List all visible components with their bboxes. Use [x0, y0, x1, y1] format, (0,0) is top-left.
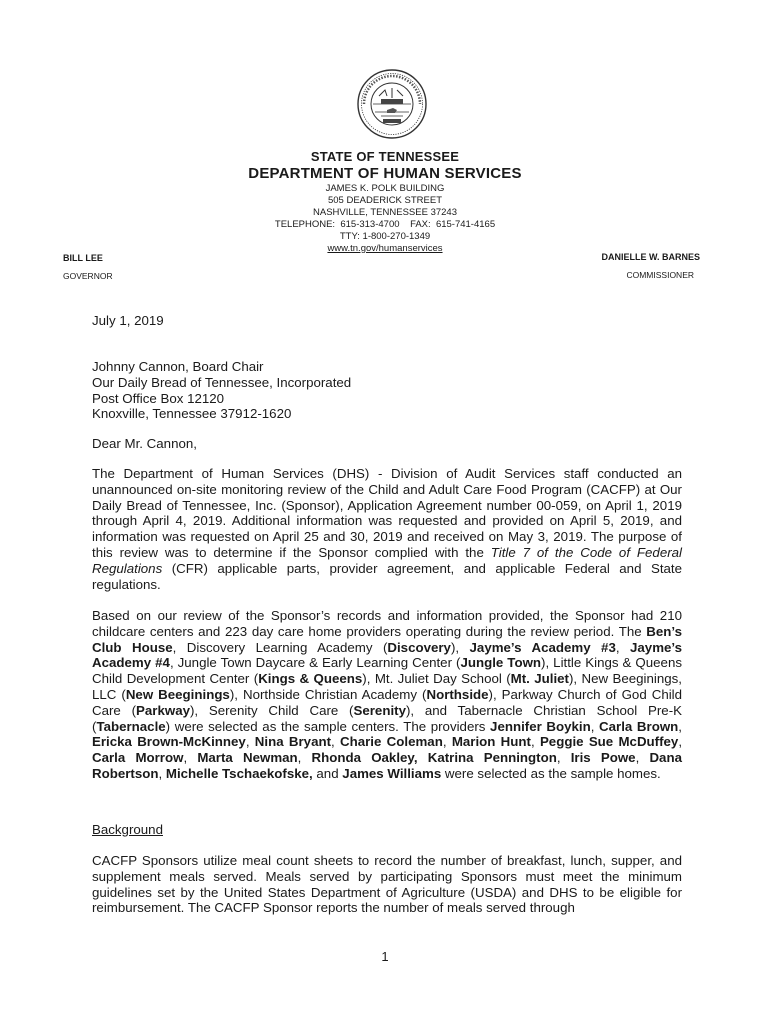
text-run [418, 750, 428, 765]
bold-text-run: Marion Hunt [451, 734, 531, 750]
bold-text-run: Parkway [136, 702, 190, 718]
text-run: , [442, 734, 452, 750]
bold-text-run: Rhonda Oakley, [311, 750, 418, 766]
paragraph-background: CACFP Sponsors utilize meal count sheets to record the number of breakfast, lunch, supper, and supplement meals served. Meals served by participating Sponsors must meet the minimum guidelines set by the United States Department of Agriculture (USDA) and DHS to be eligible for reimbursement. The CACFP Sponsor reports the number of meals served through [92, 853, 682, 916]
text-run: , [183, 750, 198, 766]
bold-text-run: Discovery [387, 639, 451, 655]
bold-text-run: Carla Brown [599, 718, 679, 734]
text-run: , [556, 750, 571, 766]
bold-text-run: James Williams [342, 765, 442, 781]
salutation: Dear Mr. Cannon, [92, 436, 197, 451]
text-run: , [245, 734, 255, 750]
address-line-phone-fax: TELEPHONE: 615-313-4700 FAX: 615-741-4165 [274, 219, 496, 230]
bold-text-run: Jungle Town [460, 655, 542, 671]
page-number: 1 [381, 949, 389, 964]
text-run: , Discovery Learning Academy ( [172, 639, 388, 655]
text-run: ), Northside Christian Academy ( [229, 686, 427, 702]
text-run: The Department of Human Services (DHS) - Division of Audit Services staff conducted an unannounced on-site monitoring review of the Child and Adult Care Food Program (CACFP) at Our Daily Bread of Tennessee, Inc. (Sponsor), Application Agreement number 00-059, on April 1, 2019 through April 4, 2019. Additional information was requested and provided on April 5, 2019, and information was requested on April 25 and 30, 2019 and received on May 3, 2019. The purpose of this review was to determine if the Sponsor complied with the [92, 466, 682, 560]
italic-text-run: Title 7 of the Code of Federal Regulations [92, 544, 682, 576]
text-run: (CFR) applicable parts, provider agreement, and applicable Federal and State regulations. [92, 560, 682, 592]
text-run: ), and Tabernacle Christian School Pre-K ( [92, 702, 682, 734]
text-run: , [678, 718, 682, 734]
letter-date: July 1, 2019 [92, 313, 164, 328]
text-run: ), Little Kings & Queens Child Development Center ( [92, 655, 682, 687]
governor-name: BILL LEE [63, 253, 103, 263]
text-run: , [635, 750, 650, 766]
text-run: ), Mt. Juliet Day School ( [362, 671, 511, 687]
text-run: , [158, 765, 166, 781]
recipient-address [92, 359, 682, 422]
bold-text-run: Peggie Sue McDuffey [539, 734, 679, 750]
text-run: ), [450, 639, 470, 655]
recipient-line: Johnny Cannon, Board Chair [92, 359, 264, 374]
address-line-street: 505 DEADERICK STREET [327, 195, 443, 206]
governor-title: GOVERNOR [63, 271, 113, 281]
commissioner-title: COMMISSIONER [626, 270, 694, 280]
bold-text-run: Mt. Juliet [510, 671, 569, 687]
website-link[interactable]: www.tn.gov/humanservices [327, 243, 443, 254]
bold-text-run: Serenity [353, 702, 406, 718]
text-run: , [590, 718, 600, 734]
bold-text-run: Jennifer Boykin [490, 718, 591, 734]
text-run: ) were selected as the sample centers. The providers [165, 718, 491, 734]
text-run: ), New Beeginings, LLC ( [92, 671, 682, 702]
bold-text-run: Michelle Tschaekofske, [165, 765, 313, 781]
commissioner-name: DANIELLE W. BARNES [601, 252, 700, 262]
text-run: , [530, 734, 540, 750]
recipient-line: Post Office Box 12120 [92, 390, 225, 406]
text-run: ), Parkway Church of God Child Care ( [92, 686, 683, 718]
text-run: , Jungle Town Daycare & Early Learning Center ( [169, 655, 461, 671]
text-run: , [331, 734, 340, 750]
recipient-line: Knoxville, Tennessee 37912-1620 [92, 406, 292, 422]
bold-text-run: Marta Newman [197, 750, 298, 766]
bold-text-run: Tabernacle [96, 718, 166, 734]
text-run: ), Serenity Child Care ( [189, 702, 354, 718]
text-run: were selected as the sample homes. [441, 765, 661, 781]
bold-text-run: Dana Robertson [92, 750, 682, 781]
text-run: , [678, 734, 683, 750]
paragraph-sample-selection [92, 608, 682, 782]
bold-text-run: Carla Morrow [92, 750, 184, 766]
section-heading-background: Background [92, 822, 163, 837]
bold-text-run: Ben’s Club House [92, 623, 682, 655]
text-run: Based on our review of the Sponsor’s records and information provided, the Sponsor had 210 childcare centers and 223 day care home providers operating during the review period. The [92, 608, 682, 639]
bold-text-run: Iris Powe [570, 750, 636, 766]
bold-text-run: Charie Coleman [340, 734, 443, 750]
bold-text-run: Northside [426, 686, 489, 702]
department-name: DEPARTMENT OF HUMAN SERVICES [248, 165, 522, 182]
bold-text-run: Jayme’s Academy #4 [92, 639, 683, 671]
recipient-line: Our Daily Bread of Tennessee, Incorporated [92, 374, 352, 390]
address-line-tty: TTY: 1-800-270-1349 [339, 231, 431, 242]
text-run: , [297, 750, 312, 766]
bold-text-run: Kings & Queens [258, 671, 363, 687]
bold-text-run: Ericka Brown-McKinney [92, 734, 246, 750]
bold-text-run: Katrina Pennington [427, 750, 557, 766]
bold-text-run: Nina Bryant [254, 734, 332, 750]
text-run: , [615, 639, 631, 655]
state-name: STATE OF TENNESSEE [310, 149, 460, 164]
address-line-building: JAMES K. POLK BUILDING [325, 183, 445, 194]
bold-text-run: Jayme’s Academy #3 [469, 639, 616, 655]
state-seal-icon [357, 66, 427, 142]
bold-text-run: New Beeginings [125, 686, 230, 702]
paragraph-review-scope [92, 466, 682, 592]
text-run: and [312, 765, 343, 781]
address-line-city: NASHVILLE, TENNESSEE 37243 [313, 207, 457, 218]
